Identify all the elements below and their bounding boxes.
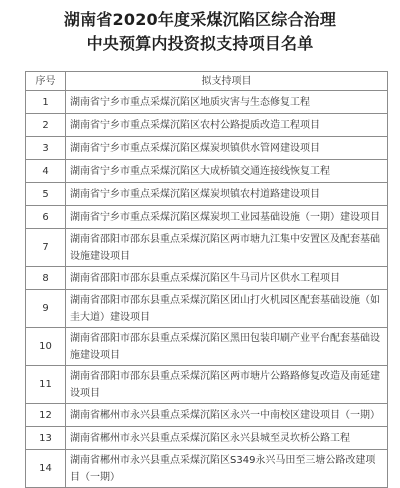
row-number: 11 <box>26 366 66 404</box>
table-row <box>26 137 388 160</box>
row-project-name: 湖南省邵阳市邵东县重点采煤沉陷区团山打火机园区配套基础设施（如圭大道）建设项目 <box>66 290 388 328</box>
table-row <box>26 206 388 229</box>
row-project-name: 湖南省宁乡市重点采煤沉陷区煤炭坝镇农村道路建设项目 <box>66 183 388 206</box>
header-project-name: 拟支持项目 <box>66 72 388 91</box>
table-row <box>26 450 388 488</box>
table-row <box>26 328 388 366</box>
row-number: 13 <box>26 427 66 450</box>
row-number: 3 <box>26 137 66 160</box>
row-project-name: 湖南省宁乡市重点采煤沉陷区煤炭坝工业园基础设施（一期）建设项目 <box>66 206 388 229</box>
row-project-name: 湖南省邵阳市邵东县重点采煤沉陷区两市塘片公路路修复改造及南延建设项目 <box>66 366 388 404</box>
table-row <box>26 183 388 206</box>
row-number: 1 <box>26 91 66 114</box>
table-row <box>26 427 388 450</box>
row-project-name: 湖南省邵阳市邵东县重点采煤沉陷区两市塘九江集中安置区及配套基础设施建设项目 <box>66 229 388 267</box>
table-row <box>26 366 388 404</box>
document-title-line-2: 中央预算内投资拟支持项目名单 <box>86 34 314 53</box>
row-project-name: 湖南省郴州市永兴县重点采煤沉陷区永兴县城至灵坎桥公路工程 <box>66 427 388 450</box>
project-table <box>25 71 388 488</box>
row-project-name: 湖南省宁乡市重点采煤沉陷区地质灾害与生态修复工程 <box>66 91 388 114</box>
row-project-name: 湖南省郴州市永兴县重点采煤沉陷区永兴一中南校区建设项目（一期） <box>66 404 388 427</box>
row-number: 14 <box>26 450 66 488</box>
row-number: 5 <box>26 183 66 206</box>
table-header-row <box>26 72 388 91</box>
table-row <box>26 404 388 427</box>
row-project-name: 湖南省宁乡市重点采煤沉陷区煤炭坝镇供水管网建设项目 <box>66 137 388 160</box>
row-number: 6 <box>26 206 66 229</box>
row-number: 7 <box>26 229 66 267</box>
header-serial-number: 序号 <box>26 72 66 91</box>
table-row <box>26 229 388 267</box>
row-project-name: 湖南省宁乡市重点采煤沉陷区农村公路提质改造工程项目 <box>66 114 388 137</box>
row-number: 9 <box>26 290 66 328</box>
row-project-name: 湖南省邵阳市邵东县重点采煤沉陷区牛马司片区供水工程项目 <box>66 267 388 290</box>
row-number: 4 <box>26 160 66 183</box>
row-number: 8 <box>26 267 66 290</box>
row-number: 2 <box>26 114 66 137</box>
table-row <box>26 290 388 328</box>
table-row <box>26 114 388 137</box>
row-project-name: 湖南省邵阳市邵东县重点采煤沉陷区黑田包装印刷产业平台配套基础设施建设项目 <box>66 328 388 366</box>
table-row <box>26 160 388 183</box>
table-row <box>26 91 388 114</box>
document-title-line-1: 湖南省2020年度采煤沉陷区综合治理 <box>63 10 337 29</box>
row-project-name: 湖南省宁乡市重点采煤沉陷区大成桥镇交通连接线恢复工程 <box>66 160 388 183</box>
row-number: 10 <box>26 328 66 366</box>
row-number: 12 <box>26 404 66 427</box>
row-project-name: 湖南省郴州市永兴县重点采煤沉陷区S349永兴马田至三塘公路改建项目（一期） <box>66 450 388 488</box>
table-row <box>26 267 388 290</box>
